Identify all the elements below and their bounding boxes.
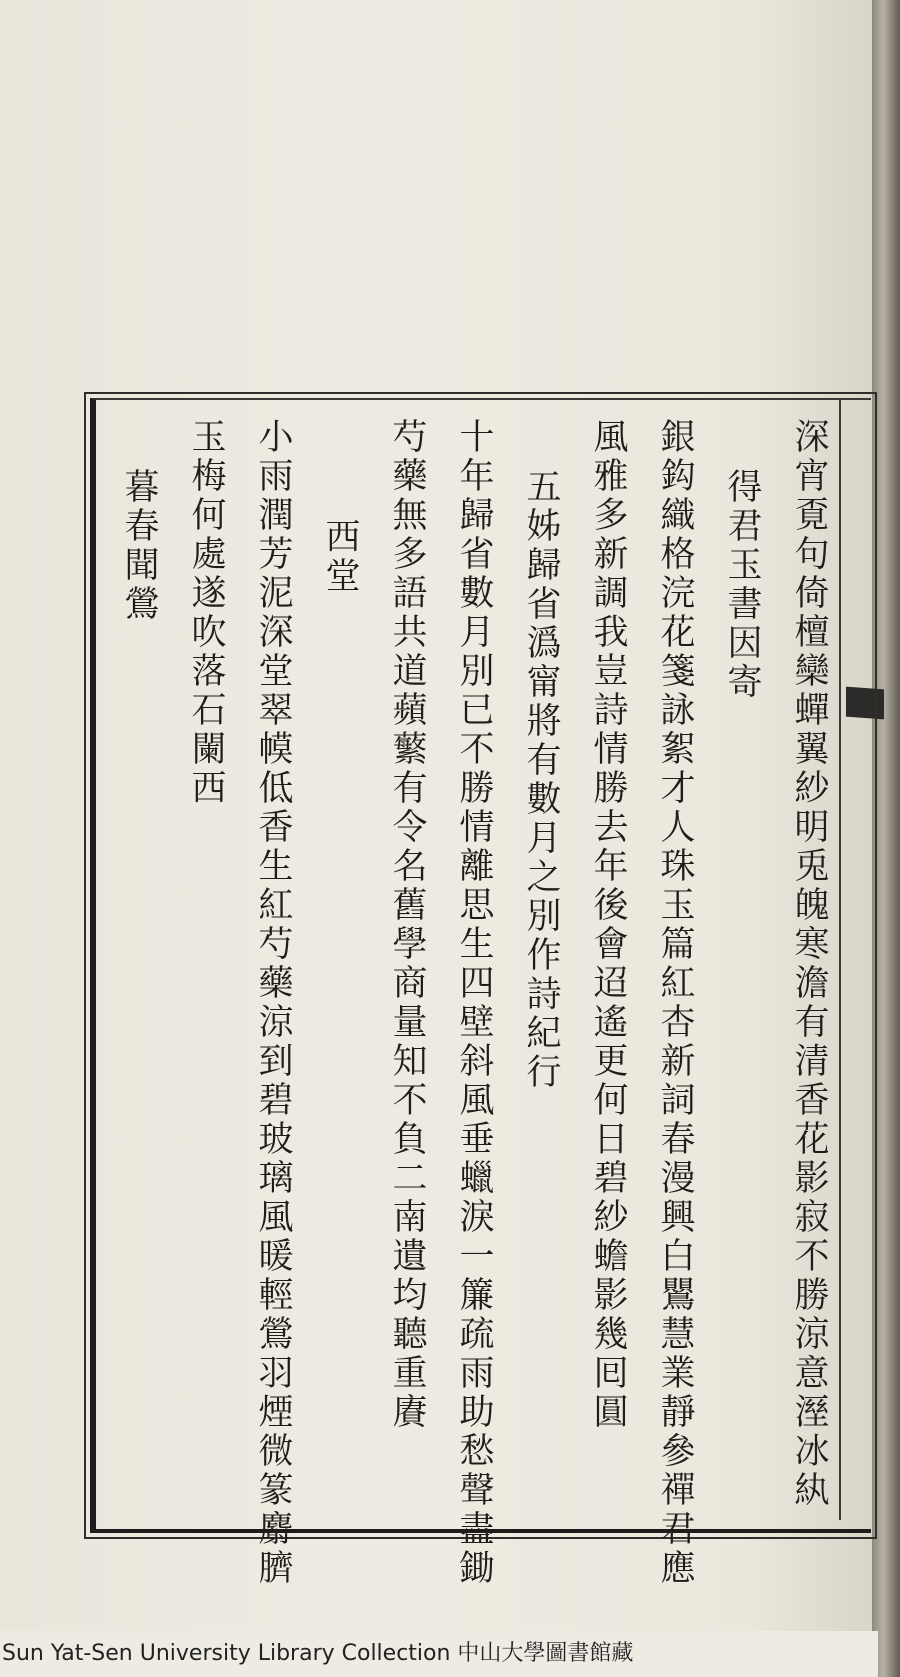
right-border-rule [839, 400, 841, 1520]
library-watermark: Sun Yat-Sen University Library Collection 中山大學圖書館藏 [0, 1631, 878, 1677]
text-column-2: 得君玉書因寄 [722, 468, 762, 702]
text-column-8: 西堂 [320, 518, 360, 596]
text-column-7: 芍藥無多語共道蘋蘩有令名舊學商量知不負二南遺均聽重賡 [387, 418, 427, 1432]
text-column-9: 小雨潤芳泥深堂翠幙低香生紅芍藥涼到碧玻璃風暖輕鶯羽煙微篆麝臍 [253, 418, 293, 1588]
text-column-10: 玉梅何處遂吹落石闌西 [186, 418, 226, 808]
text-column-4: 風雅多新調我豈詩情勝去年後會迢遙更何日碧紗蟾影幾囘圓 [588, 418, 628, 1432]
text-column-11: 暮春聞鶯 [119, 468, 159, 624]
text-column-5: 五姊歸省潙甯將有數月之別作詩紀行 [521, 468, 561, 1092]
text-column-1: 深宵覔句倚檀欒蟬翼紗明兎魄寒澹有清香花影寂不勝涼意溼冰紈 [789, 418, 829, 1510]
text-column-3: 銀鈎織格浣花箋詠絮才人珠玉篇紅杏新詞春漫興白鸎慧業靜參禪君應 [655, 418, 695, 1588]
text-column-6: 十年歸省數月別已不勝情離思生四壁斜風垂蠟淚一簾疏雨助愁聲盡鋤 [454, 418, 494, 1588]
